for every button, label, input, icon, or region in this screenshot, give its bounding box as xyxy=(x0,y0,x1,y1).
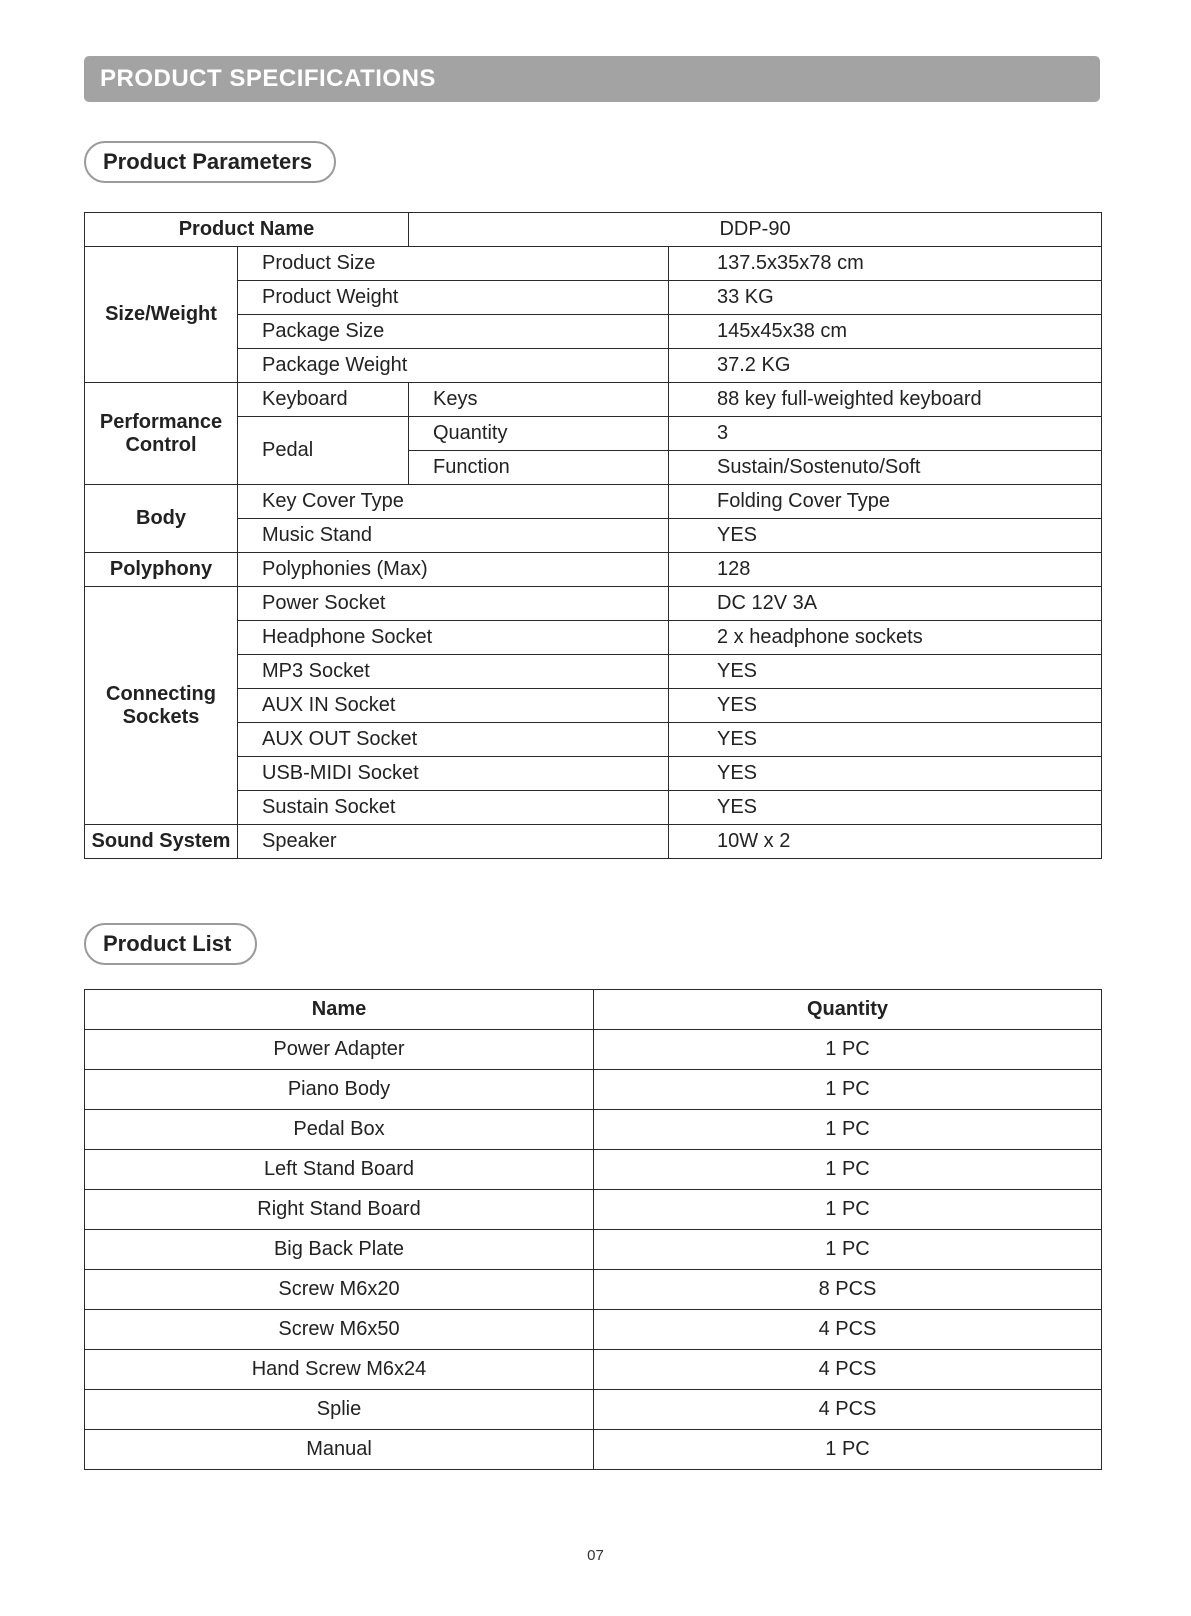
spec-label: Polyphonies (Max) xyxy=(238,553,669,587)
item-quantity: 1 PC xyxy=(594,1190,1102,1230)
category-line: Connecting xyxy=(106,682,216,705)
spec-label: USB-MIDI Socket xyxy=(238,757,669,791)
table-row xyxy=(85,757,1102,791)
table-row xyxy=(85,213,1102,247)
item-name: Big Back Plate xyxy=(85,1230,594,1270)
banner-title: PRODUCT SPECIFICATIONS xyxy=(100,65,436,92)
item-quantity: 1 PC xyxy=(594,1430,1102,1470)
spec-value: 37.2 KG xyxy=(669,349,1102,383)
item-name: Left Stand Board xyxy=(85,1150,594,1190)
table-header-row xyxy=(85,990,1102,1030)
spec-value: 137.5x35x78 cm xyxy=(669,247,1102,281)
table-row xyxy=(85,825,1102,859)
spec-label: Headphone Socket xyxy=(238,621,669,655)
keyboard-label: Keyboard xyxy=(238,383,409,417)
spec-value: YES xyxy=(669,757,1102,791)
product-name-label: Product Name xyxy=(85,213,409,247)
item-name: Screw M6x50 xyxy=(85,1310,594,1350)
table-row xyxy=(85,553,1102,587)
table-row xyxy=(85,1110,1102,1150)
item-name: Hand Screw M6x24 xyxy=(85,1350,594,1390)
table-row xyxy=(85,519,1102,553)
table-row xyxy=(85,655,1102,689)
item-name: Piano Body xyxy=(85,1070,594,1110)
function-value: Sustain/Sostenuto/Soft xyxy=(669,451,1102,485)
product-name-value: DDP-90 xyxy=(409,213,1102,247)
category-line: Sockets xyxy=(122,705,200,728)
table-row xyxy=(85,1030,1102,1070)
spec-value: YES xyxy=(669,723,1102,757)
spec-value: 10W x 2 xyxy=(669,825,1102,859)
category-sound-system: Sound System xyxy=(85,825,238,859)
table-row xyxy=(85,1230,1102,1270)
item-quantity: 8 PCS xyxy=(594,1270,1102,1310)
quantity-value: 3 xyxy=(669,417,1102,451)
category-connecting-sockets xyxy=(85,587,238,825)
item-quantity: 1 PC xyxy=(594,1230,1102,1270)
table-row xyxy=(85,349,1102,383)
table-row xyxy=(85,1310,1102,1350)
spec-label: Power Socket xyxy=(238,587,669,621)
product-list-table xyxy=(84,989,1102,1470)
spec-label: Key Cover Type xyxy=(238,485,669,519)
table-row xyxy=(85,1430,1102,1470)
spec-value: 33 KG xyxy=(669,281,1102,315)
page-number: 07 xyxy=(587,1547,604,1564)
table-row xyxy=(85,281,1102,315)
spec-label: MP3 Socket xyxy=(238,655,669,689)
spec-value: 2 x headphone sockets xyxy=(669,621,1102,655)
product-parameters-table xyxy=(84,212,1102,859)
table-row xyxy=(85,1390,1102,1430)
table-row xyxy=(85,723,1102,757)
spec-value: 128 xyxy=(669,553,1102,587)
spec-label: Package Weight xyxy=(238,349,669,383)
spec-value: YES xyxy=(669,791,1102,825)
table-row xyxy=(85,383,1102,417)
spec-label: Product Weight xyxy=(238,281,669,315)
function-label: Function xyxy=(409,451,669,485)
item-name: Splie xyxy=(85,1390,594,1430)
category-line: Performance xyxy=(99,410,223,433)
quantity-label: Quantity xyxy=(409,417,669,451)
item-name: Power Adapter xyxy=(85,1030,594,1070)
column-header-quantity: Quantity xyxy=(594,990,1102,1030)
spec-label: Sustain Socket xyxy=(238,791,669,825)
item-quantity: 1 PC xyxy=(594,1030,1102,1070)
spec-label: Product Size xyxy=(238,247,669,281)
spec-value: YES xyxy=(669,655,1102,689)
spec-value: YES xyxy=(669,519,1102,553)
item-quantity: 1 PC xyxy=(594,1110,1102,1150)
section-banner xyxy=(84,56,1100,102)
table-row xyxy=(85,417,1102,451)
item-quantity: 1 PC xyxy=(594,1070,1102,1110)
product-list-heading: Product List xyxy=(84,923,257,965)
category-polyphony: Polyphony xyxy=(85,553,238,587)
spec-value: 145x45x38 cm xyxy=(669,315,1102,349)
table-row xyxy=(85,1070,1102,1110)
table-row xyxy=(85,689,1102,723)
item-quantity: 4 PCS xyxy=(594,1350,1102,1390)
table-row xyxy=(85,791,1102,825)
spec-value: YES xyxy=(669,689,1102,723)
spec-value: DC 12V 3A xyxy=(669,587,1102,621)
item-name: Screw M6x20 xyxy=(85,1270,594,1310)
table-row xyxy=(85,1150,1102,1190)
item-quantity: 4 PCS xyxy=(594,1310,1102,1350)
spec-label: AUX OUT Socket xyxy=(238,723,669,757)
pedal-label: Pedal xyxy=(238,417,409,485)
spec-label: Package Size xyxy=(238,315,669,349)
category-performance-control xyxy=(85,383,238,485)
spec-label: Music Stand xyxy=(238,519,669,553)
keys-value: 88 key full-weighted keyboard xyxy=(669,383,1102,417)
table-row xyxy=(85,587,1102,621)
column-header-name: Name xyxy=(85,990,594,1030)
item-name: Pedal Box xyxy=(85,1110,594,1150)
table-row xyxy=(85,1270,1102,1310)
spec-label: Speaker xyxy=(238,825,669,859)
item-quantity: 4 PCS xyxy=(594,1390,1102,1430)
product-parameters-heading: Product Parameters xyxy=(84,141,336,183)
spec-label: AUX IN Socket xyxy=(238,689,669,723)
keys-label: Keys xyxy=(409,383,669,417)
spec-value: Folding Cover Type xyxy=(669,485,1102,519)
category-line: Control xyxy=(125,433,197,456)
table-row xyxy=(85,485,1102,519)
table-row xyxy=(85,1190,1102,1230)
item-name: Manual xyxy=(85,1430,594,1470)
table-row xyxy=(85,1350,1102,1390)
table-row xyxy=(85,621,1102,655)
item-name: Right Stand Board xyxy=(85,1190,594,1230)
table-row xyxy=(85,315,1102,349)
table-row xyxy=(85,247,1102,281)
category-size-weight: Size/Weight xyxy=(85,247,238,383)
item-quantity: 1 PC xyxy=(594,1150,1102,1190)
category-body: Body xyxy=(85,485,238,553)
